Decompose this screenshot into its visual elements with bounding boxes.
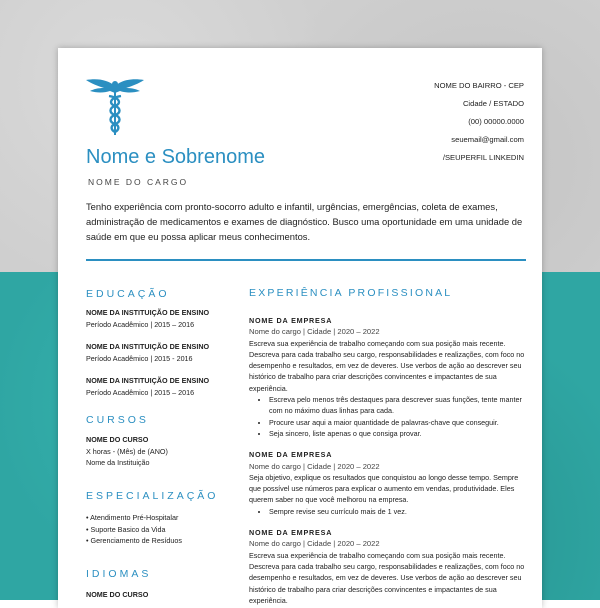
experience-heading: EXPERIÊNCIA PROFISSIONAL [249,287,453,299]
specialization-item: • Gerenciamento de Resíduos [86,536,183,545]
job-entry [249,527,531,606]
specialization-item: • Suporte Basico da Vida [86,524,166,534]
job-bullets [249,394,531,439]
job-bullet: • Procure usar aqui a maior quantidade de palavras-chave que conseguir. [269,417,531,428]
course-name: NOME DO CURSO [86,435,149,444]
section-divider [86,259,526,261]
job-bullet: • Escreva pelo menos três destaques para descrever suas funções, tente manter com no máximo duas linhas para cada. [269,394,531,417]
education-institution: NOME DA INSTITUIÇÃO DE ENSINO [86,376,210,385]
education-period: Período Acadêmico | 2015 - 2016 [86,353,193,363]
summary-text: Tenho experiência com pronto-socorro adulto e infantil, urgências, emergências, coleta de exames, administração de medicamentos e exames de diagnóstico. Busco uma oportunidade em uma unidade de saúde em que eu possa aplicar meus conhecimentos. [86,201,523,242]
experience-section [249,287,531,608]
courses-heading: CURSOS [86,414,149,426]
job-role: Nome do cargo | Cidade | 2020 – 2022 [249,327,380,337]
education-item [86,341,209,364]
job-bullet: • Sempre revise seu currículo mais de 1 vez. [269,506,531,517]
education-item [86,307,209,330]
education-period: Período Acadêmico | 2015 – 2016 [86,319,195,329]
language-item [86,589,148,601]
contact-block [434,77,524,167]
job-role: Nome do cargo | Cidade | 2020 – 2022 [249,461,380,471]
course-duration: X horas - (Mês) de (ANO) [86,446,168,456]
job-entry [249,315,531,439]
job-company: NOME DA EMPRESA [249,316,333,325]
contact-linkedin[interactable]: /SEUPERFIL LINKEDIN [442,153,524,162]
education-institution: NOME DA INSTITUIÇÃO DE ENSINO [86,342,210,351]
course-item [86,434,168,469]
job-description: Seja objetivo, explique os resultados que conquistou ao longo desse tempo. Sempre que possível use números para explicar o aumento em vendas, produtividade. Eles querem saber no que você melhorou na empresa. [249,472,519,505]
education-period: Período Acadêmico | 2015 – 2016 [86,387,195,397]
education-heading: EDUCAÇÃO [86,288,170,300]
person-name: Nome e Sobrenome [86,146,265,168]
education-institution: NOME DA INSTITUIÇÃO DE ENSINO [86,308,210,317]
specialization-item: • Atendimento Pré-Hospitalar [86,513,179,522]
job-description: Escreva sua experiência de trabalho começando com sua posição mais recente. Descreva para cada trabalho seu cargo, responsabilidades e realizações, com foco no desempenho e resultados, em vez de deveres. Use verbos de ação ao descrever seu histórico de trabalho para criar descrições convincentes e impactantes de sua experiência. [249,338,525,393]
job-company: NOME DA EMPRESA [249,528,333,538]
job-role: Nome do cargo | Cidade | 2020 – 2022 [249,539,380,549]
contact-neighborhood: NOME DO BAIRRO - CEP [434,81,524,90]
course-institution: Nome da Instituição [86,458,150,467]
job-entry [249,449,531,517]
specialization-list [86,512,182,547]
job-bullet: • Seja sincero, liste apenas o que consiga provar. [269,428,531,439]
caduceus-icon [84,76,146,138]
contact-city: Cidade / ESTADO [462,99,524,108]
resume-page [58,48,542,608]
languages-heading: IDIOMAS [86,568,152,580]
job-title: NOME DO CARGO [88,177,189,187]
language-name: NOME DO CURSO [86,590,149,599]
job-description: Escreva sua experiência de trabalho começando com sua posição mais recente. Descreva para cada trabalho seu cargo, responsabilidades e realizações, com foco no desempenho e resultados, em vez de deveres. Use verbos de ação ao descrever seu histórico de trabalho para criar descrições convincentes e impactantes de sua experiência. [249,550,525,605]
contact-email[interactable]: seuemail@gmail.com [451,135,524,144]
education-item [86,375,209,398]
job-bullets [249,506,531,517]
job-company: NOME DA EMPRESA [249,450,333,460]
contact-phone: (00) 00000.0000 [468,117,524,126]
specialization-heading: ESPECIALIZAÇÃO [86,490,219,502]
